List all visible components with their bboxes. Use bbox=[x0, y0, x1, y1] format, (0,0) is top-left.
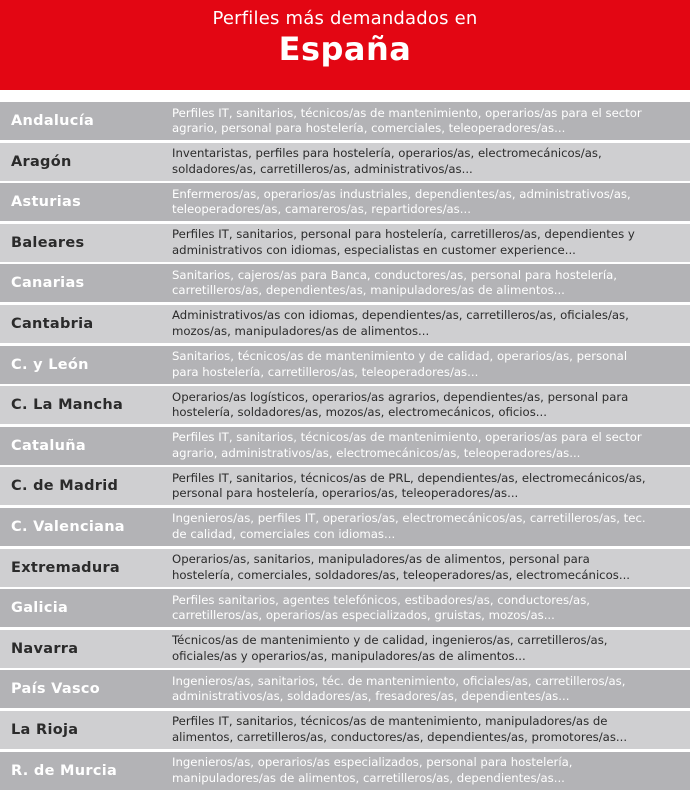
profiles-description bbox=[160, 106, 690, 137]
description-line: alimentos, carretilleros/as, conductores/as, dependientes/as, promotores/as... bbox=[172, 729, 628, 744]
region-name: País Vasco bbox=[11, 681, 101, 698]
table-row bbox=[0, 752, 690, 790]
description-line: agrario, administrativos/as, electromecánicos/as, teleoperadores/as... bbox=[172, 445, 581, 460]
description-line: Ingenieros/as, sanitarios, téc. de mantenimiento, oficiales/as, carretilleros/as, bbox=[172, 673, 626, 688]
profiles-description bbox=[160, 633, 690, 664]
description-line: oficiales/as y operarios/as, manipuladores/as de alimentos... bbox=[172, 648, 526, 663]
profiles-description bbox=[160, 308, 690, 339]
profiles-description bbox=[160, 349, 690, 380]
table-row bbox=[0, 549, 690, 587]
region-name: Cantabria bbox=[11, 315, 94, 332]
description-line: soldadores/as, carretilleros/as, administrativos/as... bbox=[172, 161, 473, 176]
profiles-description bbox=[160, 593, 690, 624]
region-name: C. y León bbox=[11, 356, 89, 373]
profiles-description bbox=[160, 187, 690, 218]
description-line: Operarios/as, sanitarios, manipuladores/as de alimentos, personal para bbox=[172, 552, 590, 567]
description-line: Sanitarios, cajeros/as para Banca, conductores/as, personal para hostelería, bbox=[172, 267, 617, 282]
profiles-description bbox=[160, 146, 690, 177]
description-line: teleoperadores/as, camareros/as, repartidores/as... bbox=[172, 202, 471, 217]
table-row bbox=[0, 630, 690, 668]
profiles-table bbox=[0, 102, 690, 792]
region-name: Aragón bbox=[11, 153, 72, 170]
description-line: Administrativos/as con idiomas, dependientes/as, carretilleros/as, oficiales/as, bbox=[172, 308, 629, 323]
profiles-description bbox=[160, 227, 690, 258]
description-line: Perfiles IT, sanitarios, técnicos/as de mantenimiento, manipuladores/as de bbox=[172, 714, 608, 729]
table-row bbox=[0, 508, 690, 546]
description-line: Perfiles IT, sanitarios, técnicos/as de mantenimiento, operarios/as para el sector bbox=[172, 105, 642, 120]
profiles-description bbox=[160, 471, 690, 502]
description-line: Perfiles IT, sanitarios, técnicos/as de mantenimiento, operarios/as para el sector bbox=[172, 430, 642, 445]
description-line: administrativos con idiomas, especialistas en customer experience... bbox=[172, 242, 576, 257]
title-line-2: España bbox=[278, 30, 412, 68]
description-line: Sanitarios, técnicos/as de mantenimiento y de calidad, operarios/as, personal bbox=[172, 349, 628, 364]
region-name: R. de Murcia bbox=[11, 762, 118, 779]
table-row bbox=[0, 386, 690, 424]
profiles-description bbox=[160, 674, 690, 705]
description-line: para hostelería, carretilleros/as, teleoperadores/as... bbox=[172, 364, 479, 379]
table-row bbox=[0, 589, 690, 627]
description-line: carretilleros/as, dependientes/as, manipuladores/as de alimentos... bbox=[172, 283, 565, 298]
table-row bbox=[0, 143, 690, 181]
table-row bbox=[0, 183, 690, 221]
description-line: de calidad, comerciales con idiomas... bbox=[172, 526, 396, 541]
description-line: Ingenieros/as, operarios/as especializados, personal para hostelería, bbox=[172, 755, 573, 769]
description-line: carretilleros/as, operarios/as especializados, gruistas, mozos/as... bbox=[172, 608, 555, 623]
table-row bbox=[0, 467, 690, 505]
table-row bbox=[0, 670, 690, 708]
description-line: Perfiles sanitarios, agentes telefónicos, estibadores/as, conductores/as, bbox=[172, 592, 590, 607]
description-line: Ingenieros/as, perfiles IT, operarios/as, electromecánicos/as, carretilleros/as, tec. bbox=[172, 511, 646, 526]
description-line: personal para hostelería, operarios/as, teleoperadores/as... bbox=[172, 486, 519, 501]
table-row bbox=[0, 102, 690, 140]
description-line: agrario, personal para hostelería, comerciales, teleoperadores/as... bbox=[172, 121, 566, 135]
title-banner bbox=[0, 0, 690, 90]
description-line: Técnicos/as de mantenimiento y de calidad, ingenieros/as, carretilleros/as, bbox=[172, 633, 608, 648]
description-line: Inventaristas, perfiles para hostelería, operarios/as, electromecánicos/as, bbox=[172, 146, 602, 161]
table-row bbox=[0, 346, 690, 384]
region-name: Asturias bbox=[11, 194, 82, 211]
region-name: C. de Madrid bbox=[11, 478, 119, 495]
profiles-description bbox=[160, 755, 690, 786]
profiles-description bbox=[160, 714, 690, 745]
profiles-description bbox=[160, 552, 690, 583]
region-name: Navarra bbox=[11, 640, 79, 657]
profiles-description bbox=[160, 511, 690, 542]
description-line: Operarios/as logísticos, operarios/as agrarios, dependientes/as, personal para bbox=[172, 389, 629, 404]
table-row bbox=[0, 264, 690, 302]
description-line: mozos/as, manipuladores/as de alimentos... bbox=[172, 323, 430, 338]
title-line-1: Perfiles más demandados en bbox=[212, 8, 478, 29]
region-name: Cataluña bbox=[11, 437, 86, 454]
region-name: Andalucía bbox=[11, 113, 95, 129]
region-name: C. La Mancha bbox=[11, 397, 124, 414]
description-line: Perfiles IT, sanitarios, personal para hostelería, carretilleros/as, dependientes y bbox=[172, 227, 635, 242]
region-name: Galicia bbox=[11, 600, 69, 617]
region-name: La Rioja bbox=[11, 721, 79, 738]
table-row bbox=[0, 427, 690, 465]
description-line: Enfermeros/as, operarios/as industriales, dependientes/as, administrativos/as, bbox=[172, 186, 631, 201]
region-name: C. Valenciana bbox=[11, 518, 125, 535]
description-line: manipuladores/as de alimentos, carretilleros/as, dependientes/as... bbox=[172, 770, 565, 785]
description-line: administrativos/as, soldadores/as, fresadores/as, dependientes/as... bbox=[172, 689, 570, 704]
region-name: Extremadura bbox=[11, 559, 121, 576]
table-row bbox=[0, 711, 690, 749]
profiles-description bbox=[160, 268, 690, 299]
region-name: Baleares bbox=[11, 234, 85, 251]
description-line: Perfiles IT, sanitarios, técnicos/as de PRL, dependientes/as, electromecánicos/as, bbox=[172, 470, 646, 485]
table-row bbox=[0, 305, 690, 343]
table-row bbox=[0, 224, 690, 262]
region-name: Canarias bbox=[11, 275, 85, 292]
description-line: hostelería, soldadores/as, mozos/as, electromecánicos, oficios... bbox=[172, 405, 547, 420]
description-line: hostelería, comerciales, soldadores/as, teleoperadores/as, electromecánicos... bbox=[172, 567, 630, 582]
profiles-description bbox=[160, 430, 690, 461]
profiles-description bbox=[160, 390, 690, 421]
